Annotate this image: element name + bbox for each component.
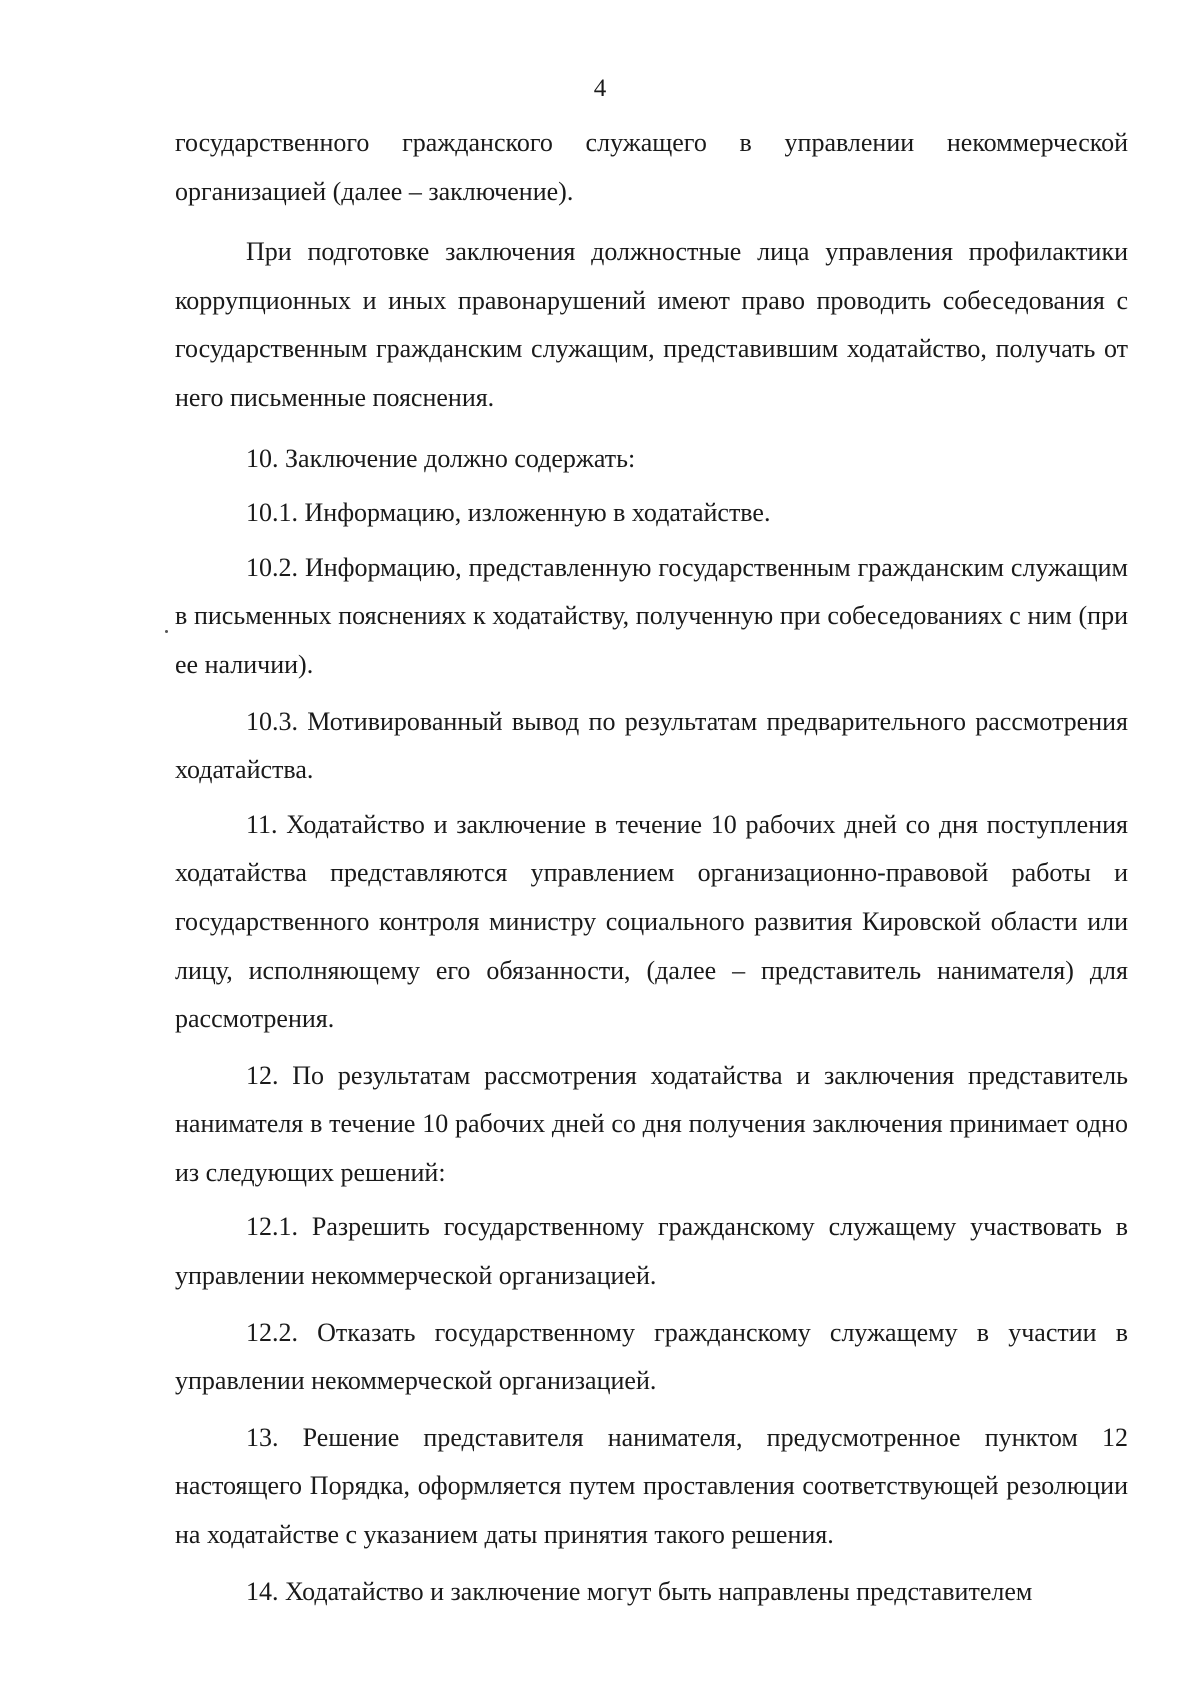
paragraph-12-2: 12.2. Отказать государственному гражданскому служащему в участии в управлении некоммерческой организацией. (175, 1317, 1128, 1396)
paragraph-13: 13. Решение представителя нанимателя, предусмотренное пунктом 12 настоящего Порядка, оформляется путем проставления соответствующей резолюции на ходатайстве с указанием даты принятия такого решения. (175, 1422, 1128, 1550)
paragraph-10: 10. Заключение должно содержать: (246, 443, 636, 473)
paragraph-12: 12. По результатам рассмотрения ходатайства и заключения представитель нанимателя в течение 10 рабочих дней со дня получения заключения принимает одно из следующих решений: (175, 1060, 1128, 1187)
scan-artifact-dot (165, 630, 168, 633)
document-body (175, 119, 1128, 1616)
paragraph-10-2: 10.2. Информацию, представленную государственным гражданским служащим в письменных пояснениях к ходатайству, полученную при собеседованиях с ним (при ее наличии). (175, 552, 1128, 679)
page-number: 4 (593, 75, 607, 102)
paragraph-12-1: 12.1. Разрешить государственному гражданскому служащему участвовать в управлении некоммерческой организацией. (175, 1212, 1128, 1291)
paragraph-11: 11. Ходатайство и заключение в течение 10 рабочих дней со дня поступления ходатайства представляются управлением организационно-правовой работы и государственного контроля министру социального развития Кировской области или лицу, исполняющему его обязанности, (далее – представитель нанимателя) для рассмотрения. (175, 809, 1128, 1034)
paragraph-interview-rights: При подготовке заключения должностные лица управления профилактики коррупционных и иных правонарушений имеют право проводить собеседования с государственным гражданским служащим, представившим ходатайство, получать от него письменные пояснения. (175, 237, 1128, 412)
paragraph-10-3: 10.3. Мотивированный вывод по результатам предварительного рассмотрения ходатайства. (175, 706, 1128, 785)
paragraph-14: 14. Ходатайство и заключение могут быть направлены представителем (246, 1576, 1033, 1606)
paragraph-10-1: 10.1. Информацию, изложенную в ходатайстве. (246, 498, 771, 528)
paragraph-continuation: государственного гражданского служащего в управлении некоммерческой организацией (далее – заключение). (175, 128, 1128, 206)
